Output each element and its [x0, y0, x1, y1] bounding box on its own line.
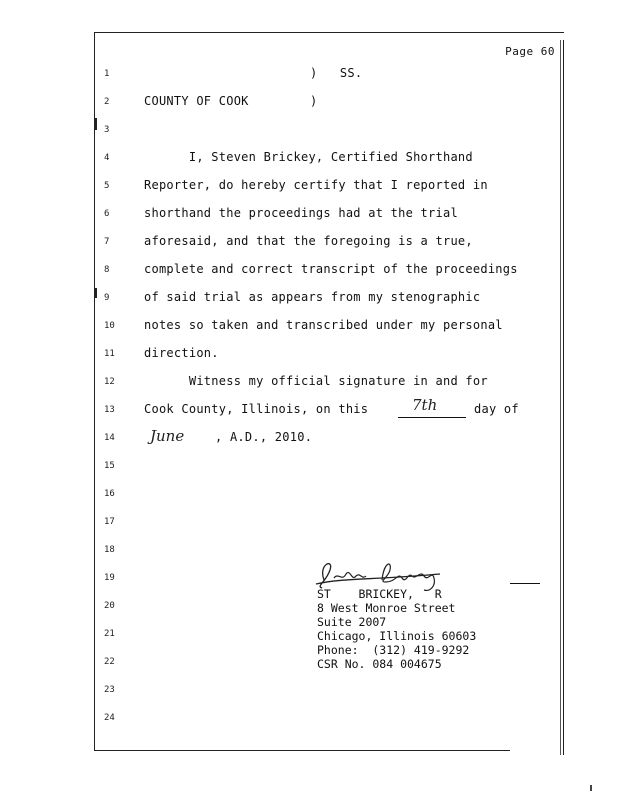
transcript-line-10: notes so taken and transcribed under my personal: [144, 318, 503, 332]
handwritten-month: June: [150, 427, 185, 445]
line-number: 14: [104, 433, 115, 443]
transcript-line-4: I, Steven Brickey, Certified Shorthand: [144, 150, 473, 164]
transcript-line-5: Reporter, do hereby certify that I reported in: [144, 178, 488, 192]
line-number: 23: [104, 685, 115, 695]
line-number: 13: [104, 405, 115, 415]
transcript-line-14: , A.D., 2010.: [215, 430, 313, 444]
line-number: 10: [104, 321, 115, 331]
transcript-line-13-end: day of: [474, 402, 519, 416]
line-number: 7: [104, 237, 110, 247]
transcript-line-1: ) SS.: [310, 66, 363, 80]
transcript-line-6: shorthand the proceedings had at the trial: [144, 206, 458, 220]
line-number: 17: [104, 517, 115, 527]
page-frame-top: [94, 32, 564, 33]
transcript-line-2-county: COUNTY OF COOK: [144, 94, 249, 108]
reporter-phone: Phone: (312) 419-9292: [317, 643, 470, 657]
line-number: 6: [104, 209, 110, 219]
line-number: 22: [104, 657, 115, 667]
line-number: 3: [104, 125, 110, 135]
page-number: Page 60: [505, 45, 555, 58]
line-number: 19: [104, 573, 115, 583]
line-number: 20: [104, 601, 115, 611]
transcript-line-13-start: Cook County, Illinois, on this: [144, 402, 369, 416]
margin-mark: [94, 118, 97, 130]
page-frame-right: [563, 40, 564, 755]
line-number: 24: [104, 713, 115, 723]
reporter-csr: CSR No. 084 004675: [317, 657, 442, 671]
transcript-line-11: direction.: [144, 346, 219, 360]
day-blank-line: [398, 417, 466, 418]
margin-mark: [590, 785, 592, 791]
reporter-city: Chicago, Illinois 60603: [317, 629, 477, 643]
line-number: 16: [104, 489, 115, 499]
signature-line: [510, 583, 540, 584]
line-number: 12: [104, 377, 115, 387]
transcript-line-2-bracket: ): [310, 94, 318, 108]
line-number: 2: [104, 97, 110, 107]
handwritten-day: 7th: [412, 396, 438, 414]
transcript-line-7: aforesaid, and that the foregoing is a true,: [144, 234, 473, 248]
line-number: 1: [104, 69, 110, 79]
reporter-address-2: Suite 2007: [317, 615, 387, 629]
transcript-line-9: of said trial as appears from my stenographic: [144, 290, 481, 304]
page-frame-right-inner: [560, 40, 561, 755]
page-frame-left: [94, 32, 95, 750]
reporter-address-1: 8 West Monroe Street: [317, 601, 456, 615]
transcript-line-8: complete and correct transcript of the proceedings: [144, 262, 518, 276]
line-number: 11: [104, 349, 115, 359]
line-number: 21: [104, 629, 115, 639]
page-frame-bottom: [94, 750, 510, 751]
transcript-line-12: Witness my official signature in and for: [144, 374, 488, 388]
line-number: 9: [104, 293, 110, 303]
line-number: 4: [104, 153, 110, 163]
line-number: 15: [104, 461, 115, 471]
line-number: 18: [104, 545, 115, 555]
line-number: 8: [104, 265, 110, 275]
reporter-name: ST BRICKEY, R: [317, 587, 442, 601]
line-number: 5: [104, 181, 110, 191]
margin-mark: [94, 288, 97, 298]
